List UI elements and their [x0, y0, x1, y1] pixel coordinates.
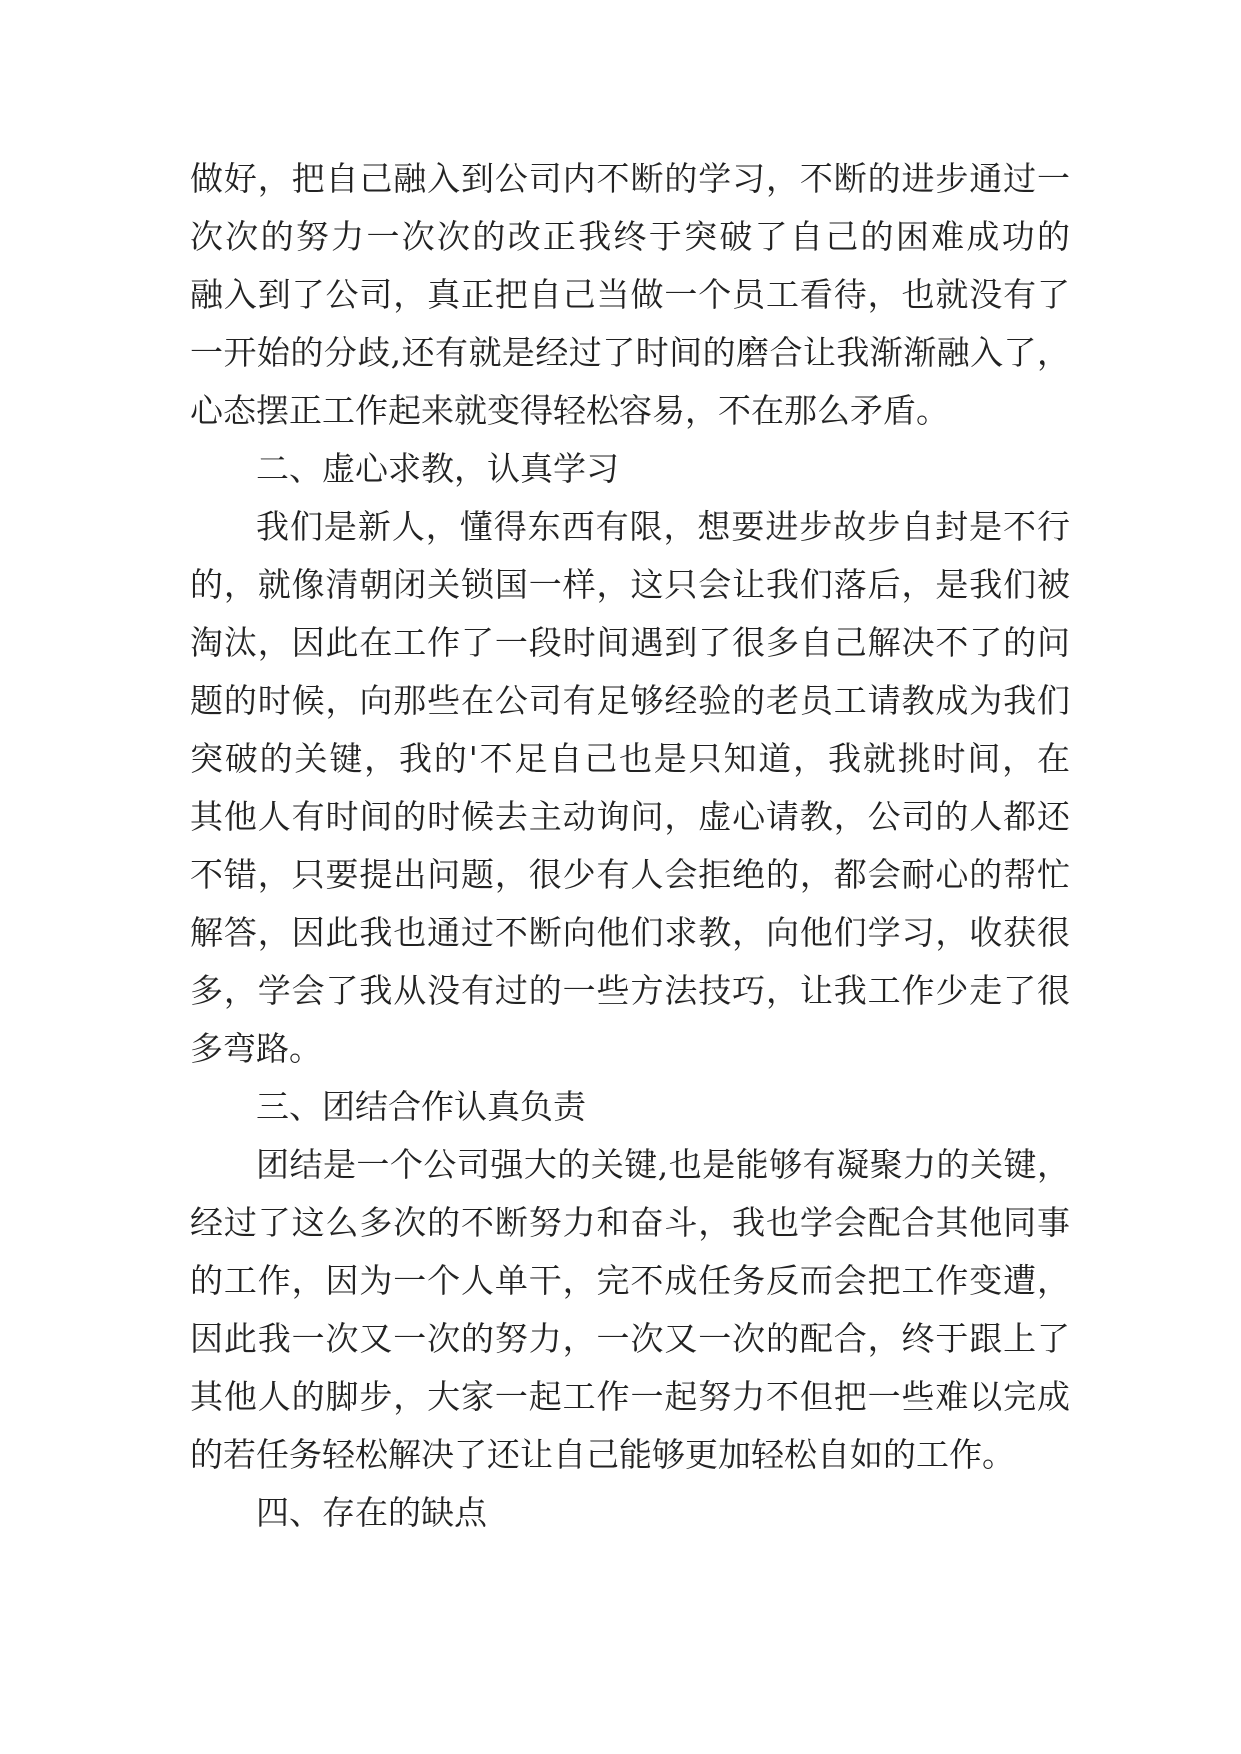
text-line: 我们是新人，懂得东西有限，想要进步故步自封是不行: [256, 507, 1070, 546]
text-line: 因此我一次又一次的努力，一次又一次的配合，终于跟上了: [190, 1319, 1070, 1358]
text-line: 淘汰，因此在工作了一段时间遇到了很多自己解决不了的问: [190, 623, 1070, 662]
text-line: 融入到了公司，真正把自己当做一个员工看待，也就没有了: [190, 275, 1070, 314]
text-line: 心态摆正工作起来就变得轻松容易，不在那么矛盾。: [190, 391, 949, 430]
text-line: 不错，只要提出问题，很少有人会拒绝的，都会耐心的帮忙: [190, 855, 1070, 894]
text-line: 多，学会了我从没有过的一些方法技巧，让我工作少走了很: [190, 971, 1070, 1010]
text-line: 多弯路。: [190, 1029, 322, 1068]
text-line: 团结是一个公司强大的关键,也是能够有凝聚力的关键，: [256, 1145, 1070, 1184]
text-line: 突破的关键，我的'不足自己也是只知道，我就挑时间，在: [190, 739, 1070, 778]
text-line: 经过了这么多次的不断努力和奋斗，我也学会配合其他同事: [190, 1203, 1070, 1242]
section-heading: 三、团结合作认真负责: [256, 1087, 586, 1126]
section-heading: 二、虚心求教，认真学习: [256, 449, 619, 488]
text-line: 的若任务轻松解决了还让自己能够更加轻松自如的工作。: [190, 1435, 1015, 1474]
text-line: 的工作，因为一个人单干，完不成任务反而会把工作变遭，: [190, 1261, 1070, 1300]
text-line: 题的时候，向那些在公司有足够经验的老员工请教成为我们: [190, 681, 1070, 720]
document-body: [190, 150, 1070, 1542]
text-line: 一开始的分歧,还有就是经过了时间的磨合让我渐渐融入了，: [190, 333, 1070, 372]
text-line: 次次的努力一次次的改正我终于突破了自己的困难成功的: [190, 217, 1070, 256]
text-line: 的，就像清朝闭关锁国一样，这只会让我们落后，是我们被: [190, 565, 1070, 604]
text-line: 其他人的脚步，大家一起工作一起努力不但把一些难以完成: [190, 1377, 1070, 1416]
text-line: 解答，因此我也通过不断向他们求教，向他们学习，收获很: [190, 913, 1070, 952]
text-line: 做好，把自己融入到公司内不断的学习，不断的进步通过一: [190, 159, 1070, 198]
text-line: 其他人有时间的时候去主动询问，虚心请教，公司的人都还: [190, 797, 1070, 836]
section-heading: 四、存在的缺点: [256, 1493, 487, 1532]
